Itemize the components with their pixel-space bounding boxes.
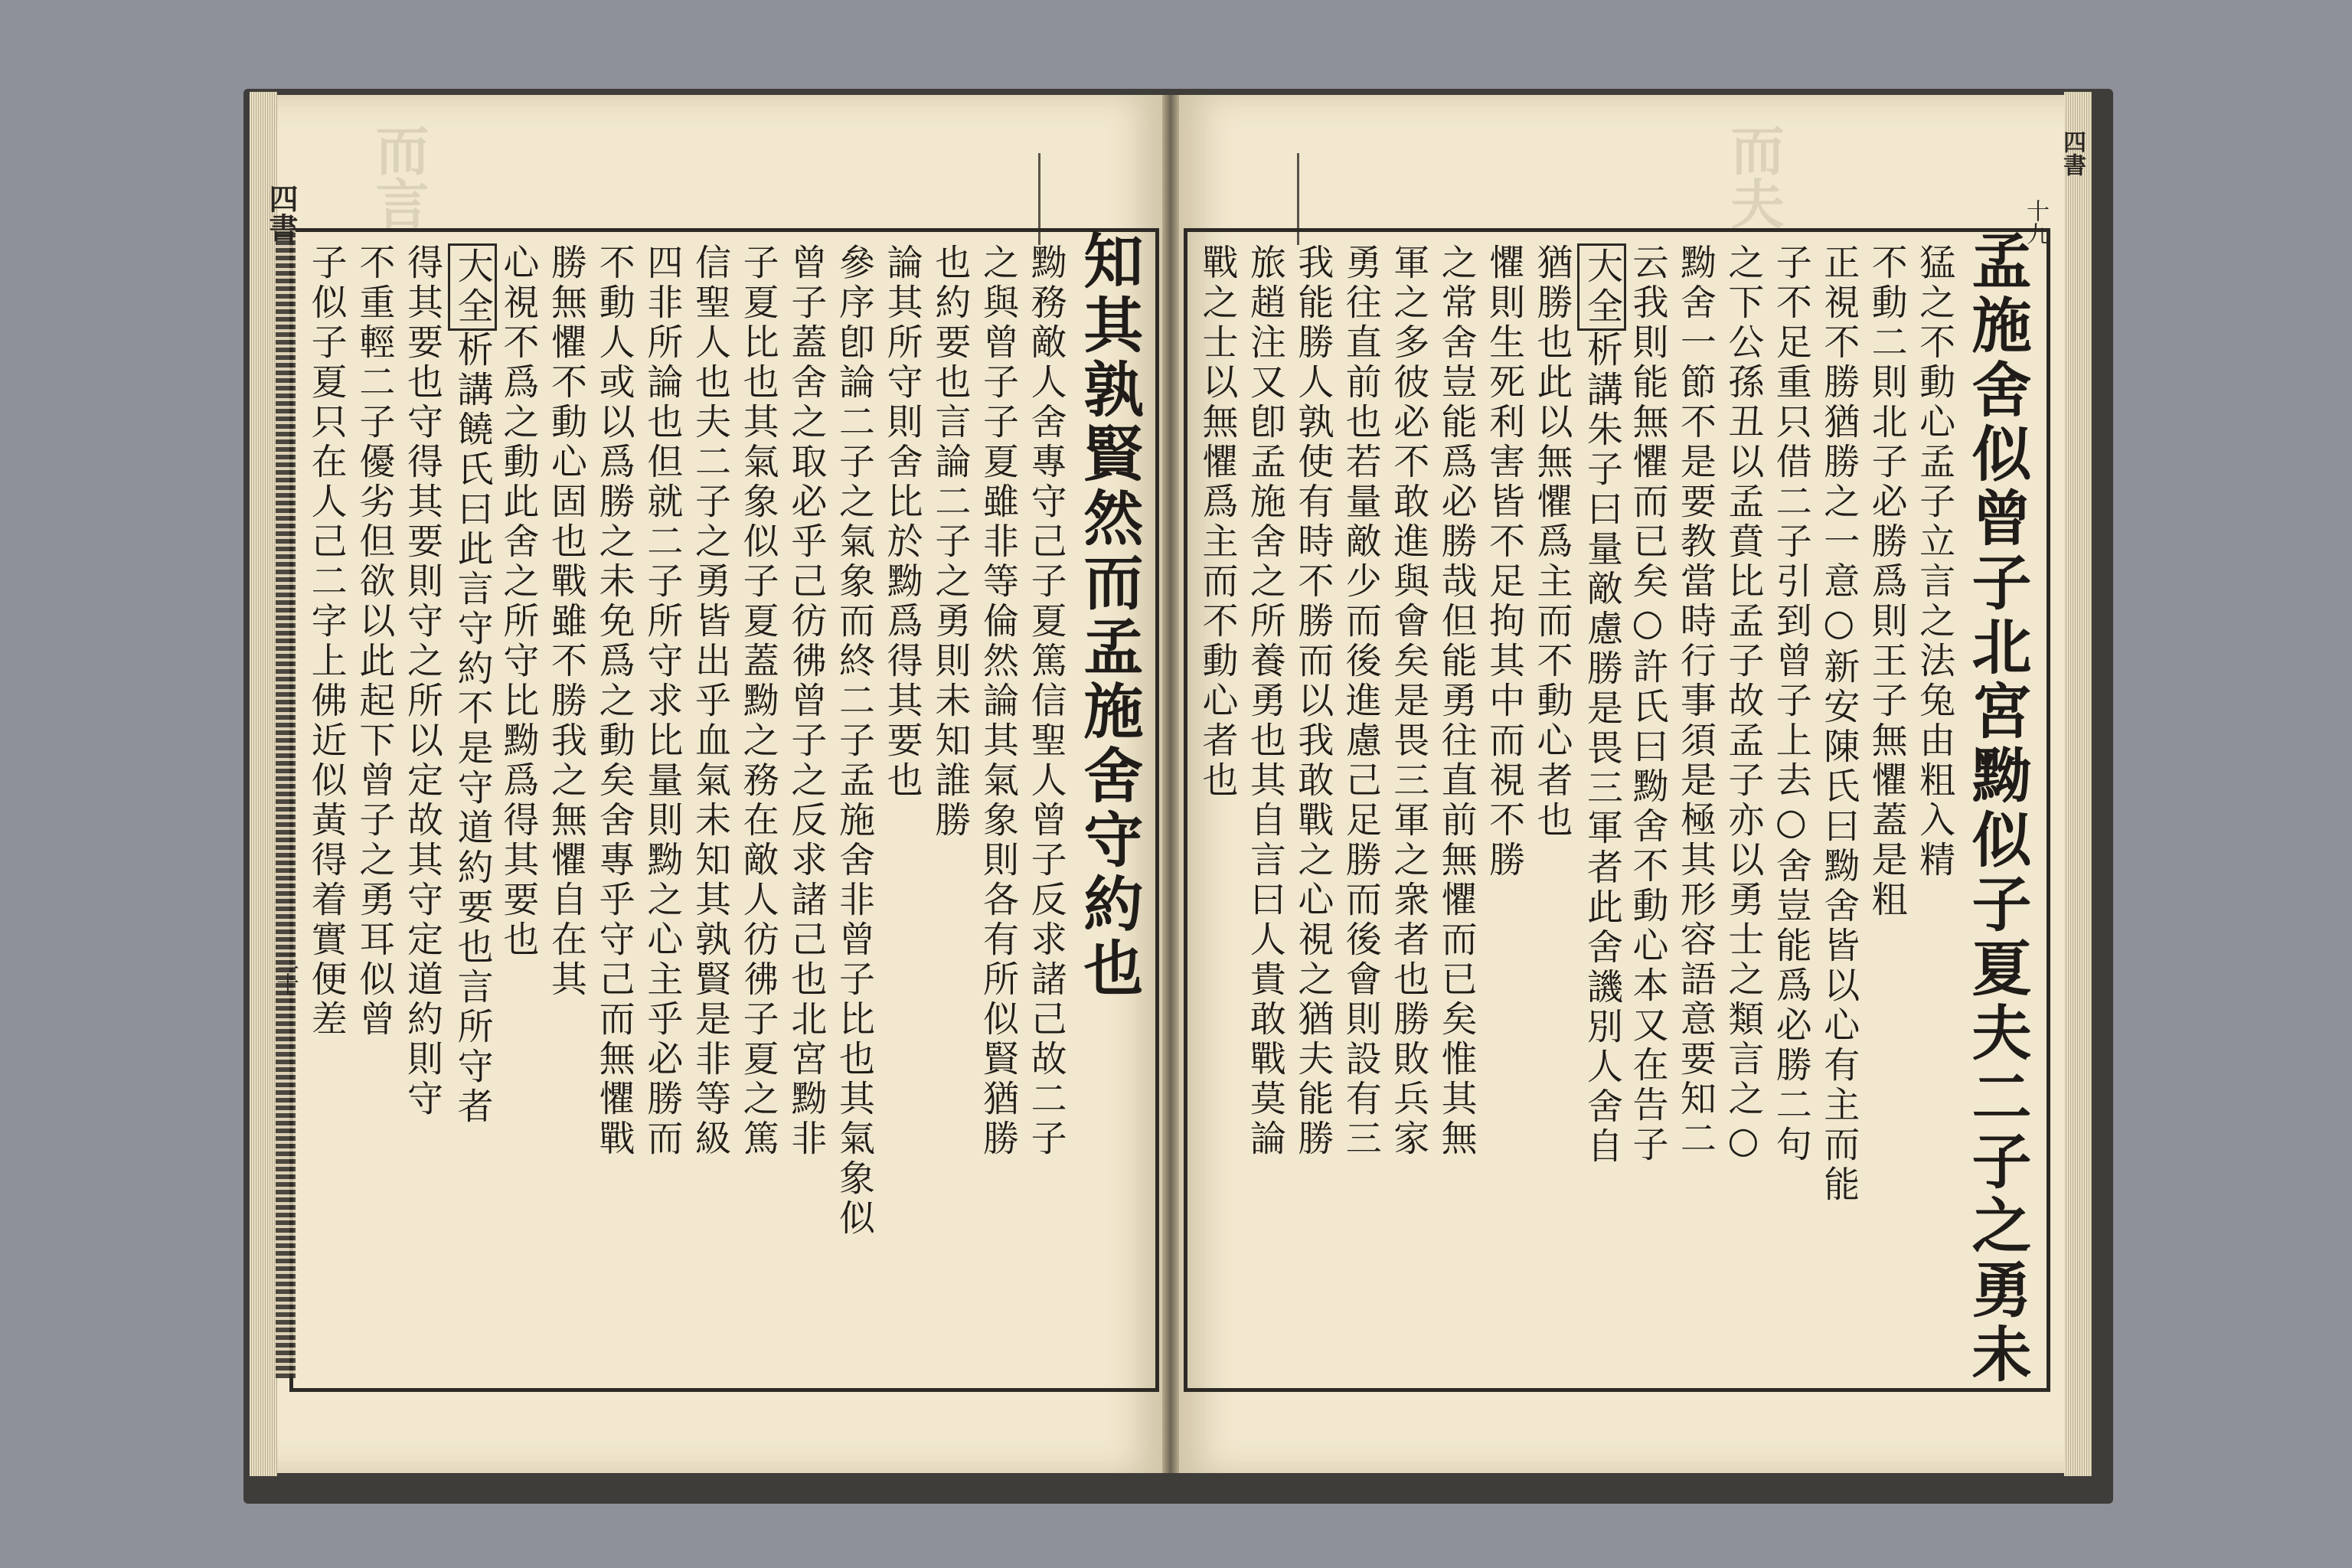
column-text: 得其要也守得其要則守之所以定故其守定道約則守 [401,243,443,1119]
column-text: 曾子蓋舍之取必乎己彷彿曾子之反求諸己也北宮黝非 [785,243,828,1159]
column-text: 參序卽論二子之氣象而終二子孟施舍非曾子比也其氣象似 [833,243,875,1239]
column-text: 心視不爲之動此舍之所守比黝爲得其要也 [497,243,540,960]
left-page-number: 二十 [272,949,299,995]
commentary-column [1912,243,1956,880]
show-through-text: 而夫 [1722,122,1785,230]
commentary-column [592,243,636,1159]
column-text: 析講朱子曰量敵慮勝是畏三軍者此舍譏別人舍自 [1581,331,1623,1167]
column-text: 知其孰賢然而孟施舍守約也 [1073,230,1144,1001]
column-text: 之常舍豈能爲必勝哉但能勇往直前無懼而已矣惟其無 [1435,243,1478,1159]
commentary-column [1024,243,1068,1159]
column-text: 軍之多彼必不敢進與會矣是畏三軍之衆者也勝敗兵家 [1387,243,1430,1159]
left-margin-title: 四書 [264,184,299,242]
commentary-column [1864,243,1909,920]
column-text: 子似子夏只在人己二字上佛近似黃得着實便差 [305,243,348,1040]
commentary-column [1720,243,1765,1165]
column-text: 正視不勝猶勝之一意○新安陳氏曰黝舍皆以心有主而能 [1818,243,1860,1205]
column-text: 不動二則北子必勝爲則王子無懼蓋是粗 [1865,243,1908,920]
column-text: 云我則能無懼而已矣○許氏曰黝舍不動心本又在告子 [1626,243,1669,1165]
commentary-column [1386,243,1430,1159]
column-text: 信聖人也夫二子之勇皆出乎血氣未知其孰賢是非等級 [689,243,731,1159]
column-text: 孟施舍似曾子北宮黝似子夏夫二子之勇未 [1962,230,2032,1387]
main-text-column [1071,230,1145,1001]
column-text: 黝務敵人舍專守己子夏篤信聖人曾子反求諸己故二子 [1024,243,1067,1159]
column-text: 也約要也言論二子之勇則未知誰勝 [929,243,972,841]
commentary-column [736,243,780,1159]
commentary-column [1816,243,1860,1205]
column-text: 之下公孫丑以孟賁比孟子故孟子亦以勇士之類言之○ [1722,243,1765,1165]
column-text: 四非所論也但就二子所守求比量則黝之心主乎必勝而 [641,243,684,1159]
column-text: 子夏比也其氣象似子夏蓋黝之務在敵人彷彿子夏之篤 [737,243,779,1159]
column-text: 旅趙注又卽孟施舍之所養勇也其自言曰人貴敢戰莫論 [1243,243,1286,1159]
commentary-column [1577,243,1626,1167]
commentary-column [927,243,972,841]
right-page-number: 十九 [2022,199,2049,245]
commentary-column [975,243,1020,1159]
commentary-column [1338,243,1383,1159]
commentary-column [1194,243,1239,801]
column-text: 懼則生死利害皆不足拘其中而視不勝 [1483,243,1526,880]
main-text-column [1960,230,2034,1387]
column-text: 猶勝也此以無懼爲主而不動心者也 [1530,243,1573,841]
commentary-column [1243,243,1287,1159]
commentary-column [351,243,396,1040]
commentary-column [831,243,876,1239]
column-text: 黝舍一節不是要教當時行事須是極其形容語意要知二 [1674,243,1717,1159]
column-text: 戰之士以無懼爲主而不動心者也 [1196,243,1239,801]
commentary-column [1769,243,1813,1165]
column-text: 我能勝人孰使有時不勝而以我敢戰之心視之猶夫能勝 [1292,243,1334,1159]
right-margin-title: 四書 [2059,130,2086,176]
commentary-column [639,243,684,1159]
column-text: 論其所守則舍比於黝爲得其要也 [880,243,923,801]
book-gutter [1162,95,1179,1473]
left-page-edge [250,92,277,1476]
commentary-column [880,243,924,801]
column-text: 勝無懼不動心固也戰雖不勝我之無懼自在其 [545,243,587,1000]
commentary-column [448,243,497,1127]
commentary-column [495,243,540,960]
source-label-box: 大全 [448,243,497,331]
commentary-column [688,243,732,1159]
commentary-column [1530,243,1574,841]
commentary-column [544,243,588,1000]
commentary-column [1481,243,1526,880]
commentary-column [400,243,444,1119]
column-text: 不動人或以爲勝之未免爲之動矣舍專乎守己而無懼戰 [593,243,635,1159]
column-text: 子不足重只借二子引到曾子上去○舍豈能爲必勝二句 [1769,243,1812,1165]
column-text: 勇往直前也若量敵少而後進慮己足勝而後會則設有三 [1339,243,1382,1159]
column-text: 不重輕二子優劣但欲以此起下曾子之勇耳似曾 [353,243,396,1040]
column-text: 之與曾子子夏雖非等倫然論其氣象則各有所似賢猶勝 [977,243,1019,1159]
commentary-column [304,243,348,1040]
commentary-column [1290,243,1334,1159]
show-through-text: 而言 [367,122,430,230]
column-text: 析講饒氏曰此言守約不是守道約要也言所守者 [451,331,494,1127]
commentary-column [1434,243,1478,1159]
commentary-column [783,243,828,1159]
column-text: 猛之不動心孟子立言之法兔由粗入精 [1913,243,1956,880]
commentary-column [1673,243,1717,1159]
right-page-edge [2064,92,2092,1476]
commentary-column [1625,243,1669,1165]
fore-edge-strip [276,230,296,1378]
source-label-box: 大全 [1577,243,1626,331]
